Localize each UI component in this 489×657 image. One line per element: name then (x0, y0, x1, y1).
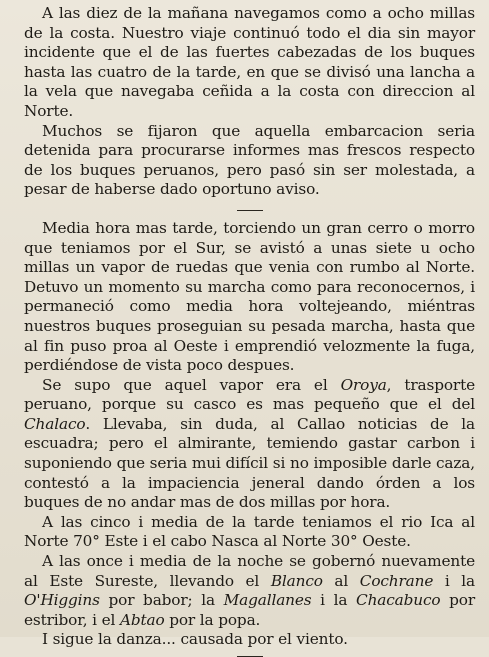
paragraph-3 (24, 219, 475, 376)
vessel-name: O'Higgins (24, 591, 100, 610)
text-run: . Llevaba, sin duda, al Callao noticias de la escuadra; pero el almirante, temiendo gastar carbon i suponiendo que seria mui difícil si no imposible darle caza, contestó a la impaciencia jeneral dando órden a los buques de no andar mas de dos millas por hora. (24, 414, 475, 512)
vessel-name: Cochrane (359, 571, 434, 590)
vessel-name: Oroya (340, 375, 387, 394)
paragraph-6 (24, 552, 475, 630)
text-run: A las diez de la mañana navegamos como a ocho millas de la costa. Nuestro viaje continuó todo el dia sin mayor incidente que el de las fuertes cabezadas de los buques hasta las cuatro de la tarde, en que se divisó una lancha a la vela que navegaba ceñida a la costa con direccion al Norte. (24, 4, 475, 120)
text-run: A las once i media de la noche se gobernó nuevamente al Este Sureste, llevando el (24, 552, 475, 590)
paragraph-4 (24, 376, 475, 513)
vessel-name: Blanco (270, 571, 323, 590)
vessel-name: Chalaco (24, 414, 86, 433)
paragraph-5 (24, 513, 475, 552)
text-run: por babor; la (99, 591, 224, 610)
text-run: , trasporte peruano, porque su casco es mas pequeño que el del (24, 375, 475, 414)
text-run: A las cinco i media de la tarde teniamos el rio Ica al Norte 70° Este i el cabo Nasca al Norte 30° Oeste. (24, 512, 475, 551)
vessel-name: Chacabuco (356, 591, 441, 610)
text-run: por la popa. (164, 610, 261, 629)
text-run: Se supo que aquel vapor era el (42, 375, 341, 394)
paragraph-2 (24, 122, 475, 200)
text-run: i la (433, 571, 475, 590)
text-run: I sigue la danza... causada por el viento. (42, 630, 348, 649)
text-run: Media hora mas tarde, torciendo un gran cerro o morro que teniamos por el Sur, se avistó a unas siete u ocho millas un vapor de ruedas que venia con rumbo al Norte. Detuvo un momento su marcha como para reconocernos, i permaneció como media hora voltejeando, miéntras nuestros buques proseguian su pesada marcha, hasta que al fin puso proa al Oeste i emprendió velozmente la fuga, perdiéndose de vista poco despues. (24, 218, 475, 375)
text-run: Muchos se fijaron que aquella embarcacion seria detenida para procurarse informes mas frescos respecto de los buques peruanos, pero pasó sin ser molestada, a pesar de haberse dado oportuno aviso. (24, 121, 475, 199)
section-separator (237, 210, 263, 211)
vessel-name: Magallanes (223, 591, 312, 610)
paragraph-1 (24, 4, 475, 122)
text-run: al (322, 571, 360, 590)
vessel-name: Abtao (119, 610, 165, 629)
paragraph-7 (24, 630, 475, 650)
text-run: por estribor, i el (24, 591, 476, 629)
text-run: i la (311, 591, 357, 610)
